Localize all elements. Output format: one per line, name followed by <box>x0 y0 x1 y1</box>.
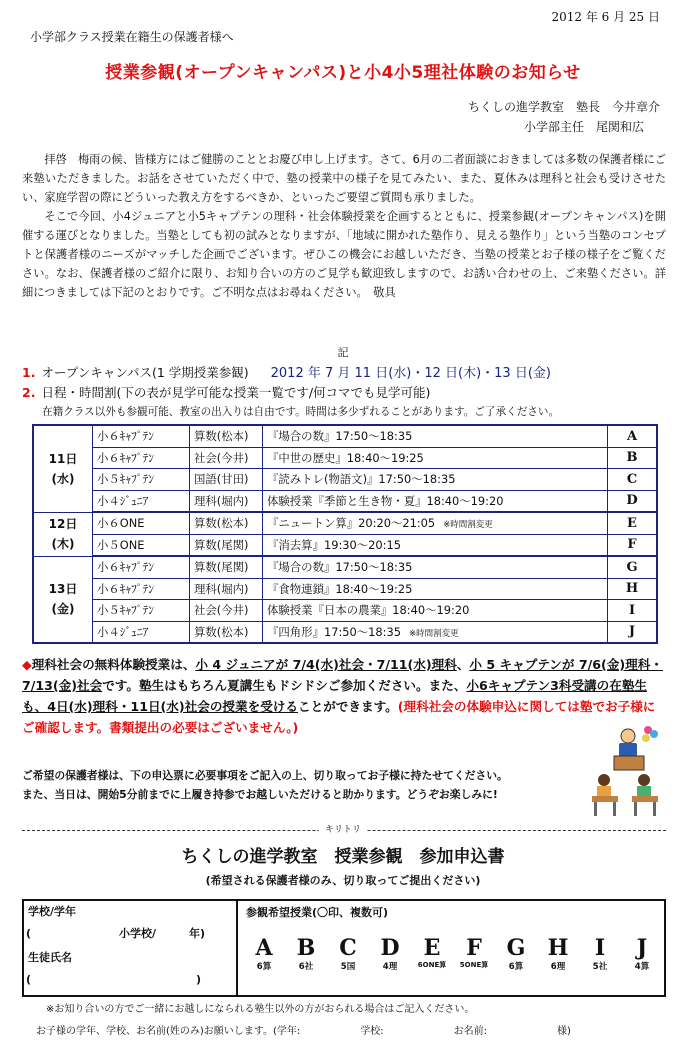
lesson-cell: 『消去算』19:30～20:15 <box>263 534 608 556</box>
ki-marker: 記 <box>337 346 349 359</box>
letter-cell: F <box>608 534 658 556</box>
table-row <box>33 425 657 447</box>
letter-cell: E <box>608 512 658 534</box>
subject-cell: 算数(松本) <box>190 512 263 534</box>
item-1-label: オープンキャンパス(1 学期授業参観) <box>41 365 249 380</box>
day-cell-13: 13日 (金) <box>33 556 93 643</box>
table-row <box>33 556 657 578</box>
letter-cell: C <box>608 469 658 491</box>
table-row <box>33 447 657 469</box>
class-cell: 小５ｷｬﾌﾟﾃﾝ <box>93 600 190 622</box>
subject-cell: 算数(尾関) <box>190 534 263 556</box>
item-1-number: 1. <box>22 365 36 380</box>
table-row <box>33 578 657 600</box>
class-cell: 小６ONE <box>93 512 190 534</box>
trial-info: ◆理科社会の無料体験授業は、小 4 ジュニアが 7/4(水)社会・7/11(水)理科、小 5 キャプテンが 7/6(金)理科・7/13(金)社会です。塾生はもちろん夏講生もドシドシご参加ください。また、小6キャプテン3科受講の在塾生も、4日(水)理科・11日(水)社会の授業を受けることができます。(理科社会の体験申込に関しては塾でお子様にご確認します。書類提出の必要はございません。) <box>22 657 663 735</box>
table-row <box>33 469 657 491</box>
classroom-illustration-icon <box>588 724 666 820</box>
choice-a[interactable]: A 6算 <box>255 935 273 972</box>
letter-cell: B <box>608 447 658 469</box>
letter-cell: G <box>608 556 658 578</box>
class-cell: 小４ｼﾞｭﾆｱ <box>93 490 190 512</box>
subject-cell: 算数(松本) <box>190 621 263 643</box>
table-row <box>33 512 657 534</box>
wish-notice: ご希望の保護者様は、下の申込票に必要事項をご記入の上、切り取ってお子様に持たせてください。 また、当日は、開始5分前までに上履き持参でお越しいただけると助かります。どうぞお楽しみに! <box>22 769 508 801</box>
class-cell: 小６ｷｬﾌﾟﾃﾝ <box>93 578 190 600</box>
student-info-section <box>22 899 238 997</box>
choice-b[interactable]: B 6社 <box>296 935 316 972</box>
item-1-date: 2012 年 7 月 11 日(水)・12 日(木)・13 日(金) <box>270 366 551 381</box>
subject-cell: 算数(松本) <box>190 425 263 447</box>
class-cell: 小５ONE <box>93 534 190 556</box>
table-row <box>33 621 657 643</box>
choice-label: 参観希望授業(〇印、複数可) <box>246 906 389 919</box>
choice-h[interactable]: H 6理 <box>547 935 569 972</box>
schedule-table <box>32 424 658 644</box>
table-row <box>33 534 657 556</box>
page-title: 授業参観(オープンキャンパス)と小4小5理社体験のお知らせ <box>105 63 581 83</box>
choice-g[interactable]: G 6算 <box>506 935 526 972</box>
choice-e[interactable]: E 6ONE算 <box>417 935 447 969</box>
lesson-cell: 『読みトレ(物語文)』17:50～18:35 <box>263 469 608 491</box>
letter-cell: D <box>608 490 658 512</box>
subject-cell: 理科(堀内) <box>190 578 263 600</box>
lesson-cell: 『ニュートン算』20:20～21:05 ※時間割変更 <box>263 512 608 534</box>
class-cell: 小５ｷｬﾌﾟﾃﾝ <box>93 469 190 491</box>
lesson-cell: 体験授業『季節と生き物・夏』18:40～19:20 <box>263 490 608 512</box>
subject-cell: 理科(堀内) <box>190 490 263 512</box>
choice-c[interactable]: C 5国 <box>339 935 357 972</box>
item-1 <box>22 362 551 381</box>
class-cell: 小６ｷｬﾌﾟﾃﾝ <box>93 447 190 469</box>
subject-cell: 社会(今井) <box>190 600 263 622</box>
choice-i[interactable]: I 5社 <box>592 935 608 972</box>
cut-label: キリトリ <box>0 822 686 835</box>
item-2 <box>22 383 430 401</box>
subject-cell: 国語(甘田) <box>190 469 263 491</box>
letter-cell: H <box>608 578 658 600</box>
choice-j[interactable]: J 4算 <box>634 935 650 972</box>
lesson-cell: 『四角形』17:50～18:35 ※時間割変更 <box>263 621 608 643</box>
table-row <box>33 490 657 512</box>
attendance-note: 在籍クラス以外も参観可能、教室の出入りは自由です。時間は多少ずれることがあります。ご了承ください。 <box>42 406 560 418</box>
form-title: ちくしの進学教室 授業参観 参加申込書 <box>181 847 505 867</box>
class-cell: 小４ｼﾞｭﾆｱ <box>93 621 190 643</box>
form-subtitle: (希望される保護者様のみ、切り取ってご提出ください) <box>205 874 481 887</box>
day-cell-12: 12日 (木) <box>33 512 93 556</box>
letter-body <box>22 150 666 302</box>
lesson-cell: 『中世の歴史』18:40～19:25 <box>263 447 608 469</box>
sender-manager: 小学部主任 尾関和広 <box>523 120 644 134</box>
lesson-cell: 体験授業『日本の農業』18:40～19:20 <box>263 600 608 622</box>
letter-cell: A <box>608 425 658 447</box>
lesson-cell: 『場合の数』17:50～18:35 <box>263 556 608 578</box>
subject-cell: 算数(尾関) <box>190 556 263 578</box>
school-label: 学校/学年 <box>28 905 77 918</box>
table-row <box>33 600 657 622</box>
choice-f[interactable]: F 5ONE算 <box>459 935 489 969</box>
subject-cell: 社会(今井) <box>190 447 263 469</box>
letter-cell: I <box>608 600 658 622</box>
choice-d[interactable]: D 4理 <box>380 935 400 972</box>
name-label: 生徒氏名 <box>28 951 72 964</box>
sender-director: ちくしの進学教室 塾長 今井章介 <box>467 100 660 114</box>
school-field[interactable]: ( 小学校/ 年) <box>26 927 206 940</box>
paragraph-1: 拝啓 梅雨の候、皆様方にはご健勝のこととお慶び申し上げます。さて、6月の二者面談におきましては多数の保護者様にご来塾いただきました。お話をさせていただく中で、塾の授業中の様子を見てみたい、また、夏休みは理科と社会も受けさせたい、家庭学習の際にどういった教え方をするべきか、といったご要望ご質問も承りました。 <box>22 153 666 204</box>
name-field[interactable]: ( ) <box>26 973 202 986</box>
item-2-number: 2. <box>22 385 36 400</box>
lesson-cell: 『食物連鎖』18:40～19:25 <box>263 578 608 600</box>
diamond-icon: ◆ <box>22 657 32 672</box>
class-cell: 小６ｷｬﾌﾟﾃﾝ <box>93 425 190 447</box>
acquaintance-field[interactable]: お子様の学年、学校、お名前(姓のみ)お願いします。(学年: 学校: お名前: 様) <box>36 1026 571 1037</box>
addressee: 小学部クラス授業在籍生の保護者様へ <box>30 30 234 44</box>
footer-note: ※お知り合いの方でご一緒にお越しになられる塾生以外の方がおられる場合はご記入ください。 <box>46 1004 475 1015</box>
letter-cell: J <box>608 621 658 643</box>
paragraph-2: そこで今回、小4ジュニアと小5キャプテンの理科・社会体験授業を企画するとともに、授業参観(オープンキャンパス)を開催する運びとなりました。当塾としても初の試みとなりますが、「地域に開かれた塾作り、見える塾作り」という当塾のコンセプトと保護者様のニーズがマッチした企画でございます。ぜひこの機会にお越しいただき、当塾の授業とお子様の様子をご覧ください。なお、保護者様のご紹介に限り、お知り合いの方のご見学も歓迎致しますので、お誘い合わせの上、ご来塾ください。詳細につきましては下記のとおりです。ご不明な点はお尋ねください。 敬具 <box>22 210 666 299</box>
day-cell-11: 11日 (水) <box>33 425 93 512</box>
lesson-cell: 『場合の数』17:50～18:35 <box>263 425 608 447</box>
document-date: 2012 年 6 月 25 日 <box>551 10 660 24</box>
class-cell: 小６ｷｬﾌﾟﾃﾝ <box>93 556 190 578</box>
item-2-label: 日程・時間割(下の表が見学可能な授業一覧です/何コマでも見学可能) <box>41 385 431 400</box>
